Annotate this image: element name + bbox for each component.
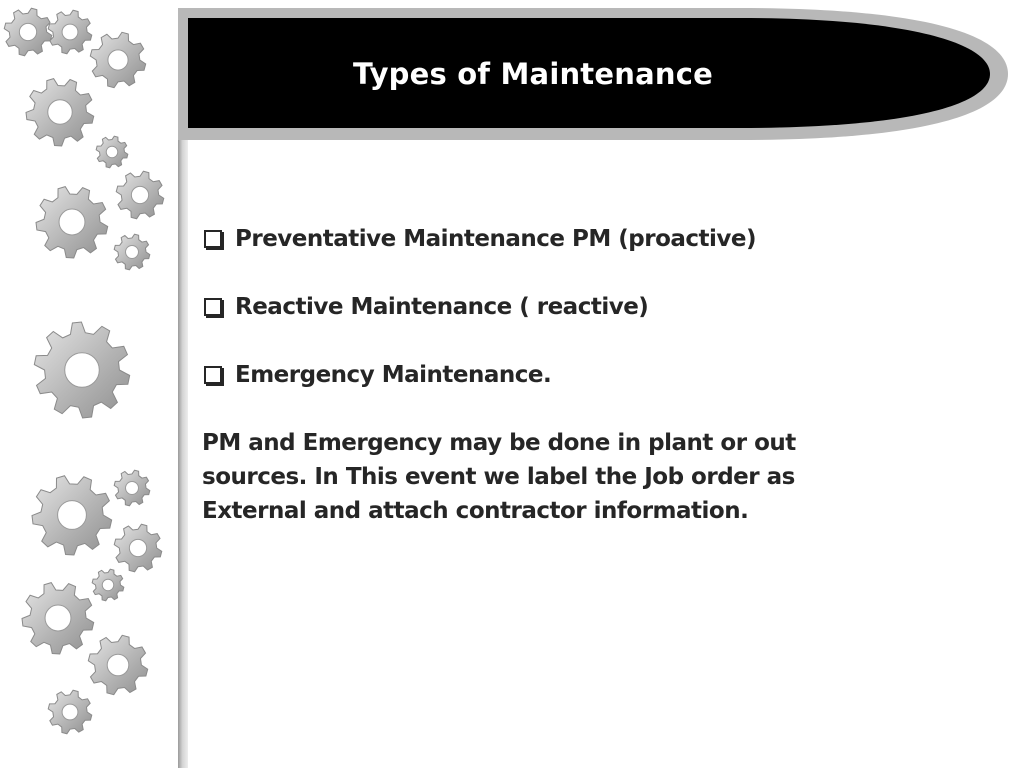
bullet-item bbox=[202, 222, 902, 256]
gear-decoration-strip bbox=[0, 0, 178, 768]
gear-hole bbox=[126, 482, 139, 495]
gear-hole bbox=[106, 146, 118, 158]
checkbox-icon bbox=[204, 298, 222, 316]
checkbox-icon bbox=[204, 230, 222, 248]
gear-hole bbox=[45, 605, 71, 631]
gear-hole bbox=[62, 704, 78, 720]
gear-hole bbox=[102, 579, 114, 591]
bullet-item bbox=[202, 290, 902, 324]
slide-content bbox=[202, 222, 902, 528]
gear-hole bbox=[48, 100, 72, 124]
bullet-item bbox=[202, 358, 902, 392]
gear-hole bbox=[126, 246, 139, 259]
gear-hole bbox=[65, 353, 100, 388]
bullet-text: Preventative Maintenance PM (proactive) bbox=[235, 226, 757, 252]
bullet-text: Emergency Maintenance. bbox=[235, 362, 552, 388]
gear-hole bbox=[58, 501, 87, 530]
slide-title: Types of Maintenance bbox=[353, 57, 713, 91]
gear-hole bbox=[62, 24, 78, 40]
gear-hole bbox=[59, 209, 85, 235]
checkbox-icon bbox=[204, 366, 222, 384]
body-paragraph: PM and Emergency may be done in plant or out sources. In This event we label the Job order as External and attach contractor information. bbox=[202, 430, 796, 524]
bullet-text: Reactive Maintenance ( reactive) bbox=[235, 294, 649, 320]
gear-hole bbox=[19, 23, 36, 40]
gear-hole bbox=[108, 50, 128, 70]
gear-hole bbox=[129, 539, 146, 556]
gear-hole bbox=[131, 186, 148, 203]
gear-hole bbox=[107, 654, 129, 676]
